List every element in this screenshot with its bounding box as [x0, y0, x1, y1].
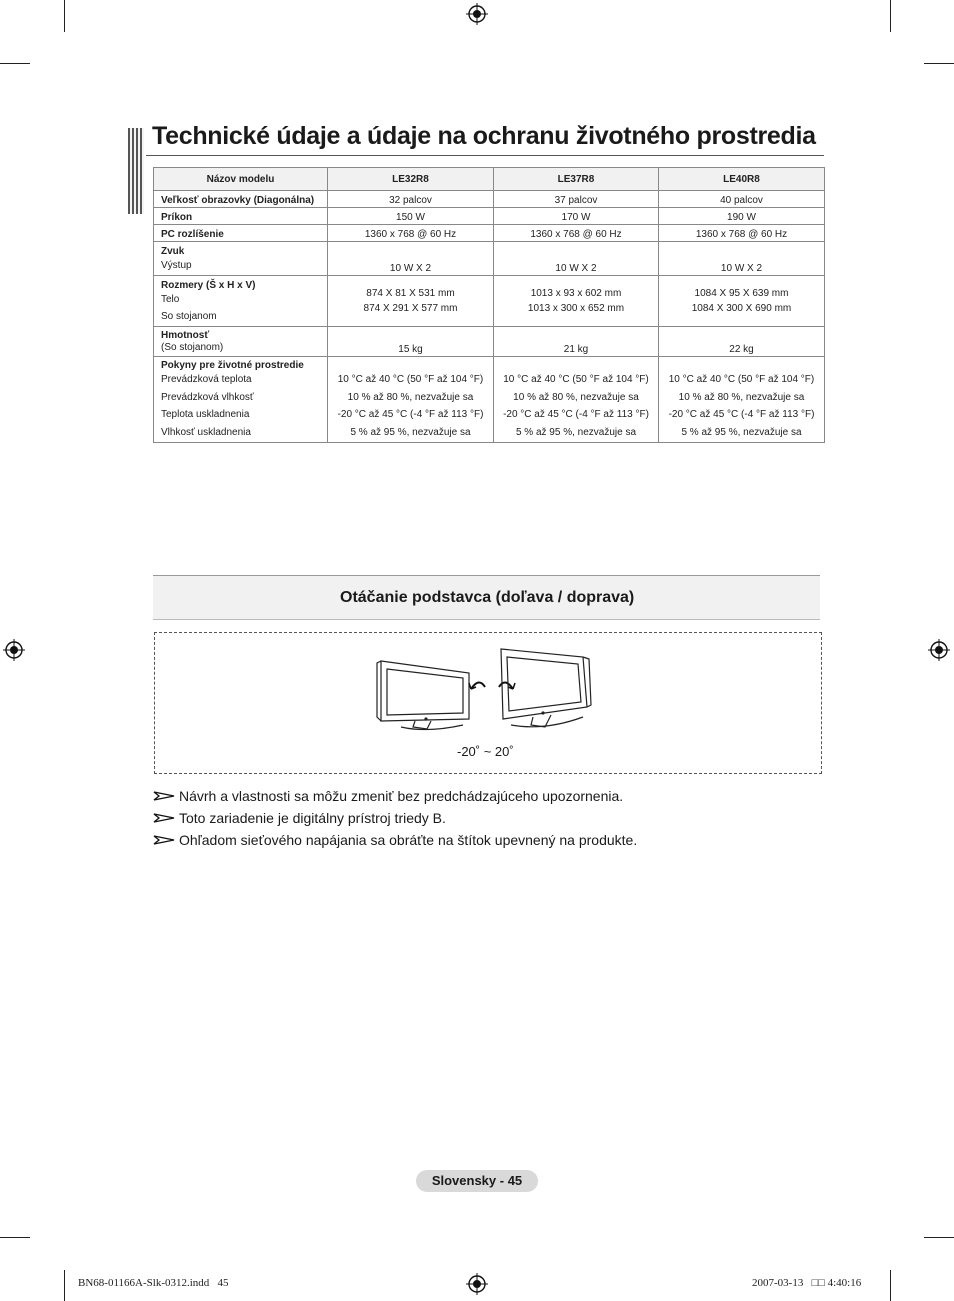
rotation-illustration-box	[154, 632, 822, 774]
row-label: Veľkosť obrazovky (Diagonálna)	[154, 191, 328, 208]
tv-left-icon	[377, 661, 469, 730]
table-row	[154, 357, 825, 443]
table-cell: 10 °C až 40 °C (50 °F až 104 °F) 10 % až 80 %, nezvažuje sa -20 °C až 45 °C (-4 °F až 113 °F) 5 % až 95 %, nezvažuje sa	[659, 357, 825, 443]
table-cell: 1360 x 768 @ 60 Hz	[328, 225, 494, 242]
crop-mark	[890, 0, 891, 32]
crop-mark	[924, 1237, 954, 1238]
rotation-angle-label: -20˚ ~ 20˚	[457, 744, 514, 759]
table-cell: 1360 x 768 @ 60 Hz	[659, 225, 825, 242]
table-cell: 190 W	[659, 208, 825, 225]
table-cell: 1013 x 93 x 602 mm 1013 x 300 x 652 mm	[494, 276, 659, 327]
row-label: Pokyny pre životné prostredie Prevádzková teplota Prevádzková vlhkosť Teplota uskladnenia Vlhkosť uskladnenia	[154, 357, 328, 443]
registration-mark-icon	[466, 1273, 488, 1295]
registration-mark-icon	[3, 639, 25, 661]
crop-mark	[890, 1270, 891, 1301]
tv-rotation-illustration	[375, 647, 595, 733]
crop-mark	[924, 63, 954, 64]
page-title: Technické údaje a údaje na ochranu životného prostredia	[152, 122, 816, 150]
table-header-cell: LE37R8	[494, 168, 659, 191]
row-label: PC rozlíšenie	[154, 225, 328, 242]
arrow-icon	[153, 807, 179, 829]
list-item	[153, 785, 637, 807]
note-text: Ohľadom sieťového napájania sa obráťte na štítok upevnený na produkte.	[179, 832, 638, 848]
table-cell: 21 kg	[494, 327, 659, 357]
table-header-cell: LE40R8	[659, 168, 825, 191]
page-number-badge: Slovensky - 45	[416, 1170, 538, 1192]
notes-list	[153, 785, 637, 851]
table-cell: 40 palcov	[659, 191, 825, 208]
table-cell: 1360 x 768 @ 60 Hz	[494, 225, 659, 242]
rotation-section-header	[153, 575, 820, 620]
table-cell: 10 W X 2	[328, 242, 494, 276]
row-label: Hmotnosť (So stojanom)	[154, 327, 328, 357]
table-row	[154, 276, 825, 327]
spec-table	[153, 167, 825, 443]
registration-mark-icon	[928, 639, 950, 661]
crop-mark	[64, 1270, 65, 1301]
table-cell: 22 kg	[659, 327, 825, 357]
table-row	[154, 208, 825, 225]
arrow-icon	[153, 785, 179, 807]
table-cell: 874 X 81 X 531 mm 874 X 291 X 577 mm	[328, 276, 494, 327]
crop-mark	[0, 1237, 30, 1238]
table-row	[154, 242, 825, 276]
table-header-cell: LE32R8	[328, 168, 494, 191]
table-header-row	[154, 168, 825, 191]
title-divider	[146, 155, 824, 156]
file-slug: BN68-01166A-Slk-0312.indd 45	[78, 1277, 229, 1289]
crop-mark	[0, 63, 30, 64]
table-header-cell: Názov modelu	[154, 168, 328, 191]
row-label: Zvuk Výstup	[154, 242, 328, 276]
table-cell: 150 W	[328, 208, 494, 225]
table-cell: 10 W X 2	[494, 242, 659, 276]
row-label: Príkon	[154, 208, 328, 225]
arrow-icon	[153, 829, 179, 851]
table-cell: 15 kg	[328, 327, 494, 357]
table-cell: 170 W	[494, 208, 659, 225]
table-cell: 1084 X 95 X 639 mm 1084 X 300 X 690 mm	[659, 276, 825, 327]
registration-mark-icon	[466, 3, 488, 25]
list-item	[153, 829, 637, 851]
crop-mark	[64, 0, 65, 32]
date-slug: 2007-03-13 □□ 4:40:16	[752, 1277, 862, 1289]
table-cell: 10 W X 2	[659, 242, 825, 276]
tv-right-icon	[501, 649, 591, 727]
table-cell: 32 palcov	[328, 191, 494, 208]
rotation-heading: Otáčanie podstavca (doľava / doprava)	[340, 589, 635, 606]
table-cell: 10 °C až 40 °C (50 °F až 104 °F) 10 % až 80 %, nezvažuje sa -20 °C až 45 °C (-4 °F až 113 °F) 5 % až 95 %, nezvažuje sa	[328, 357, 494, 443]
table-row	[154, 225, 825, 242]
table-row	[154, 191, 825, 208]
table-row	[154, 327, 825, 357]
table-cell: 10 °C až 40 °C (50 °F až 104 °F) 10 % až 80 %, nezvažuje sa -20 °C až 45 °C (-4 °F až 113 °F) 5 % až 95 %, nezvažuje sa	[494, 357, 659, 443]
note-text: Toto zariadenie je digitálny prístroj triedy B.	[179, 810, 446, 826]
row-label: Rozmery (Š x H x V) Telo So stojanom	[154, 276, 328, 327]
list-item	[153, 807, 637, 829]
title-accent-bar	[128, 128, 144, 214]
note-text: Návrh a vlastnosti sa môžu zmeniť bez predchádzajúceho upozornenia.	[179, 788, 624, 804]
table-cell: 37 palcov	[494, 191, 659, 208]
